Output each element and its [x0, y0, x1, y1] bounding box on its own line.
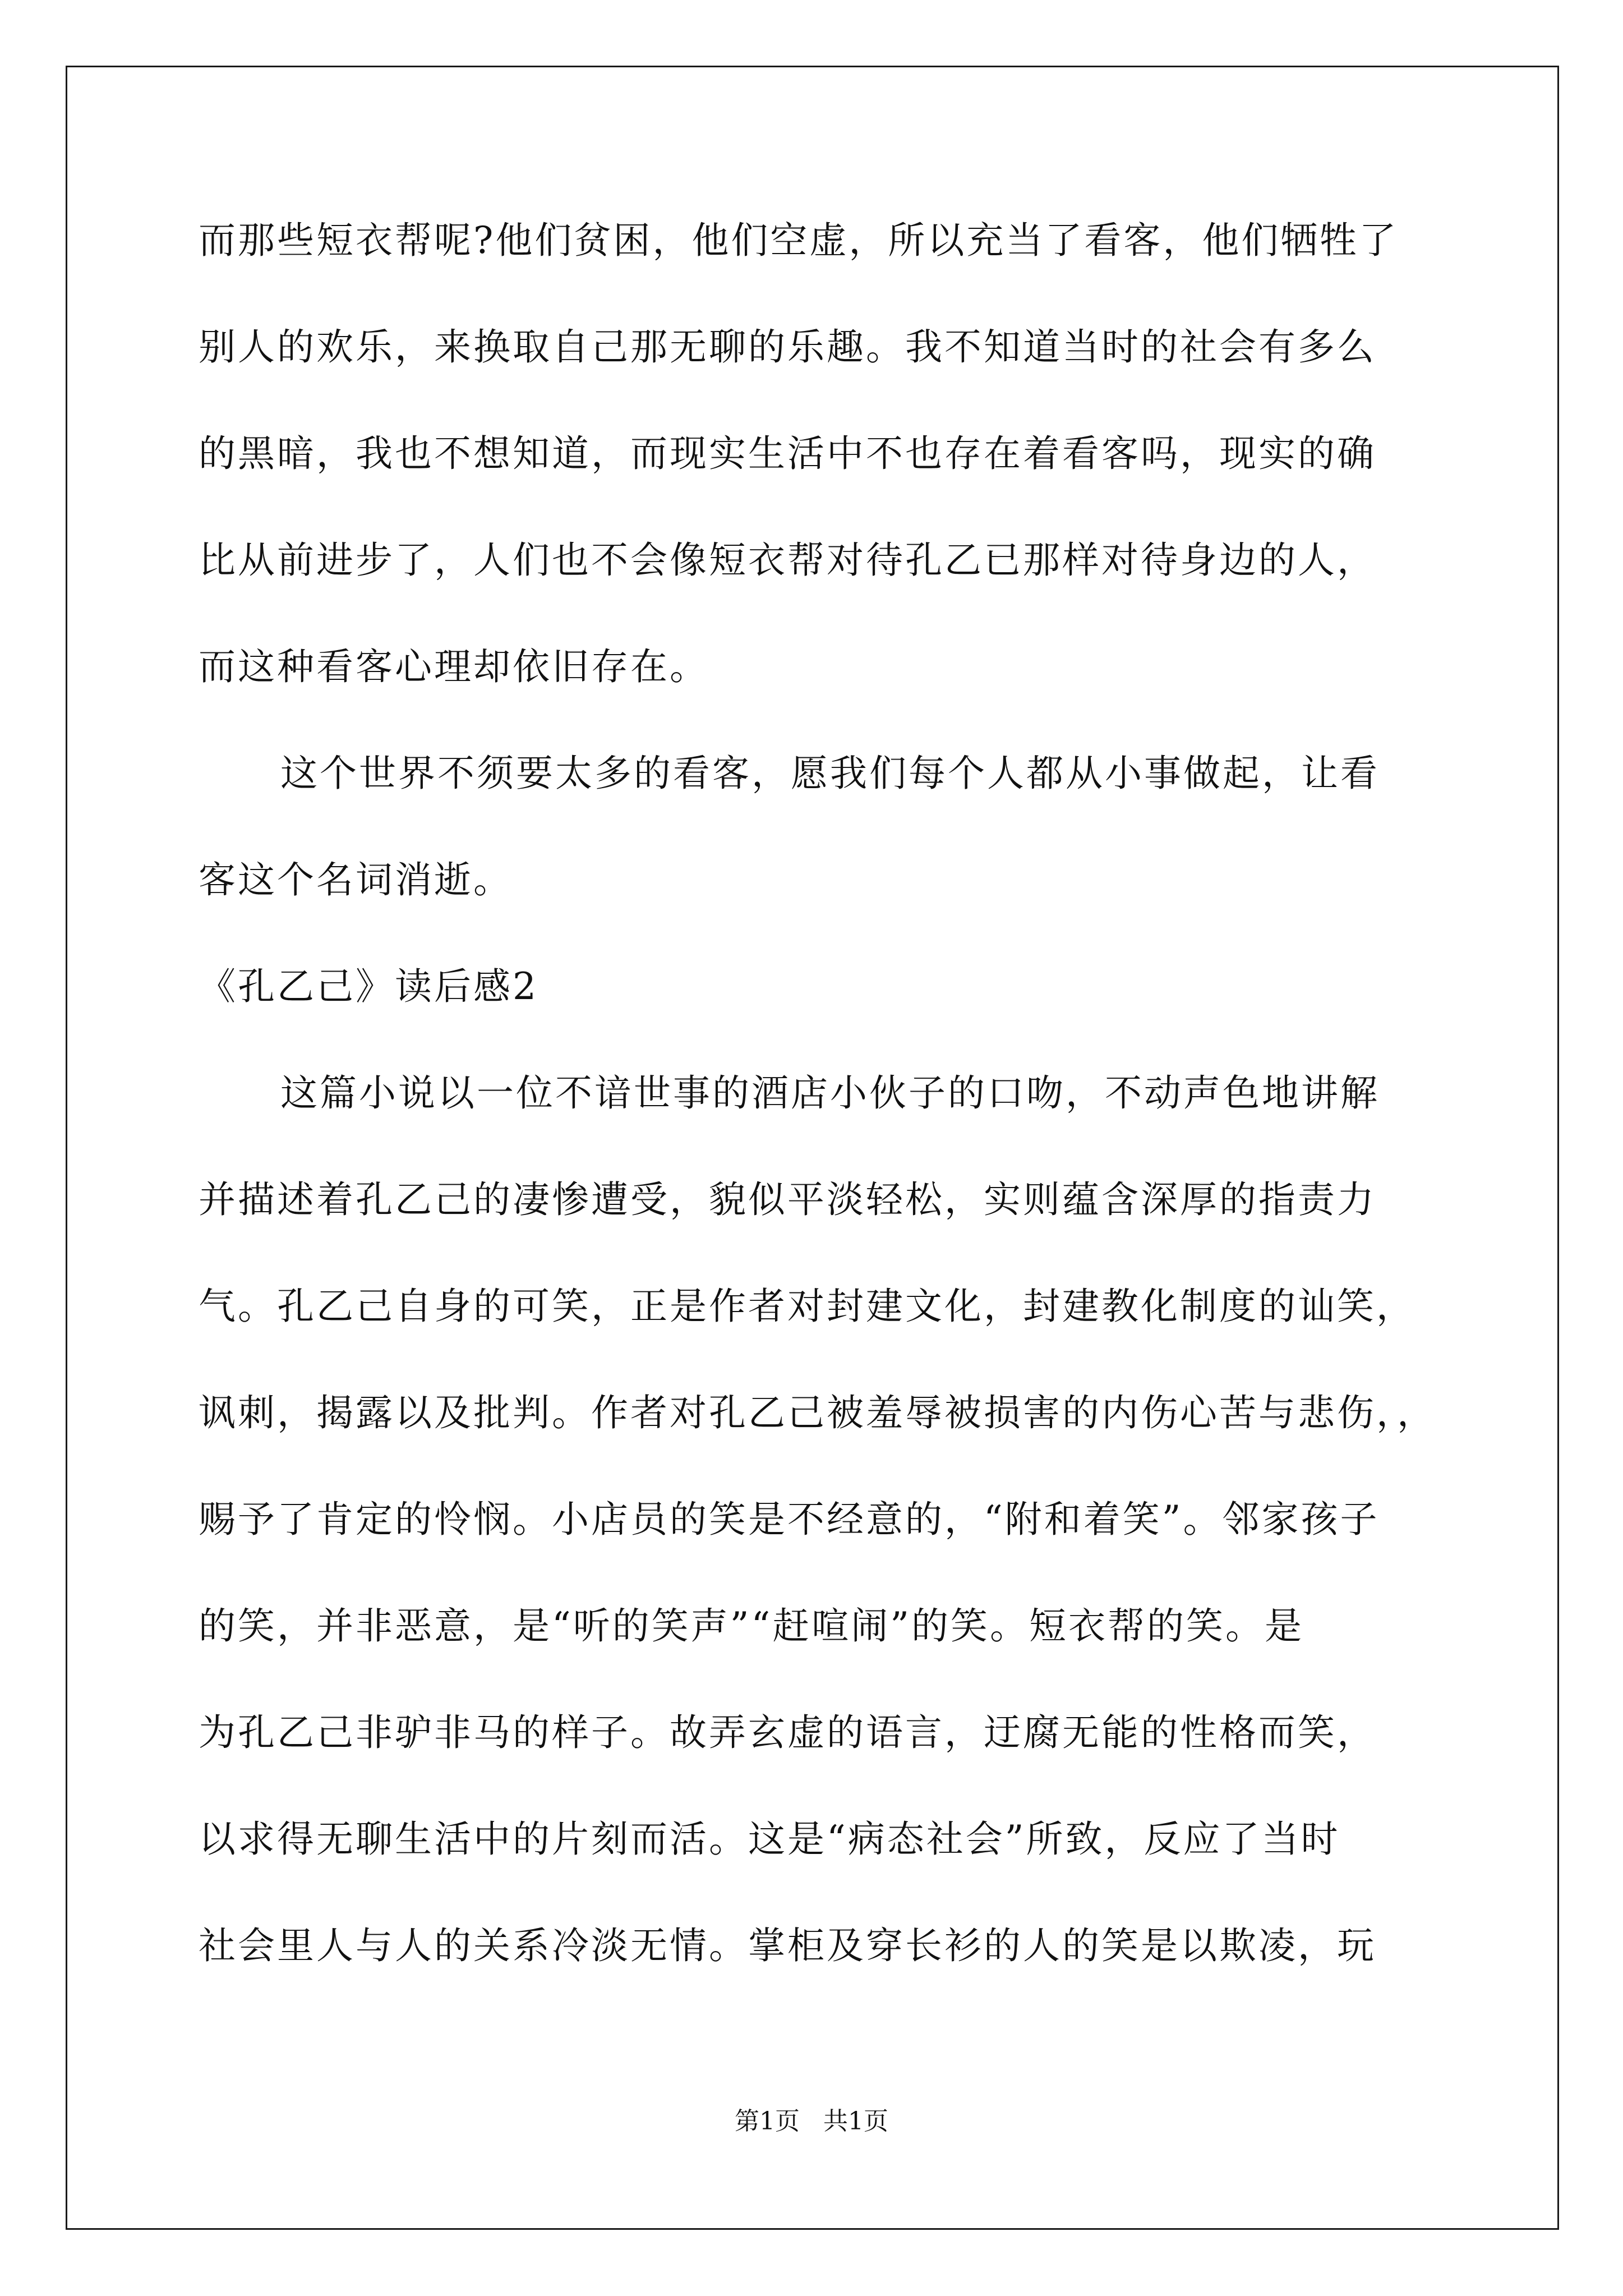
body-text-line: 别人的欢乐，来换取自己那无聊的乐趣。我不知道当时的社会有多么: [199, 325, 1376, 369]
paragraph-first-line: 这个世界不须要太多的看客，愿我们每个人都从小事做起，让看: [280, 752, 1380, 795]
body-text-line: 的笑，并非恶意，是“听的笑声”“赶喧闹”的笑。短衣帮的笑。是: [199, 1604, 1304, 1648]
body-text-line: 而这种看客心理却依旧存在。: [199, 645, 709, 688]
body-text-line: 客这个名词消逝。: [199, 858, 513, 901]
body-text-line: 以求得无聊生活中的片刻而活。这是“病态社会”所致，反应了当时: [199, 1818, 1340, 1861]
body-text-line: 气。孔乙己自身的可笑，正是作者对封建文化，封建教化制度的讪笑，: [199, 1285, 1415, 1328]
page-number-footer: 第1页 共1页: [735, 2107, 888, 2136]
body-text-line: 社会里人与人的关系冷淡无情。掌柜及穿长衫的人的笑是以欺凌，玩: [199, 1924, 1376, 1967]
body-text-line: 赐予了肯定的怜悯。小店员的笑是不经意的，“附和着笑”。邻家孩子: [199, 1498, 1380, 1541]
body-text-line: 为孔乙己非驴非马的样子。故弄玄虚的语言，迂腐无能的性格而笑，: [199, 1711, 1376, 1754]
body-text-line: 比从前进步了，人们也不会像短衣帮对待孔乙已那样对待身边的人，: [199, 539, 1376, 582]
section-heading: 《孔乙己》读后感2: [199, 965, 538, 1008]
paragraph-first-line: 这篇小说以一位不谙世事的酒店小伙子的口吻，不动声色地讲解: [280, 1071, 1380, 1115]
body-text-line: 讽刺，揭露以及批判。作者对孔乙己被羞辱被损害的内伤心苦与悲伤，，: [199, 1391, 1436, 1434]
body-text-line: 并描述着孔乙己的凄惨遭受，貌似平淡轻松，实则蕴含深厚的指责力: [199, 1178, 1376, 1221]
body-text-line: 而那些短衣帮呢?他们贫困，他们空虚，所以充当了看客，他们牺牲了: [199, 219, 1399, 262]
page-border: [66, 66, 1559, 2230]
body-text-line: 的黑暗，我也不想知道，而现实生活中不也存在着看客吗，现实的确: [199, 432, 1376, 475]
